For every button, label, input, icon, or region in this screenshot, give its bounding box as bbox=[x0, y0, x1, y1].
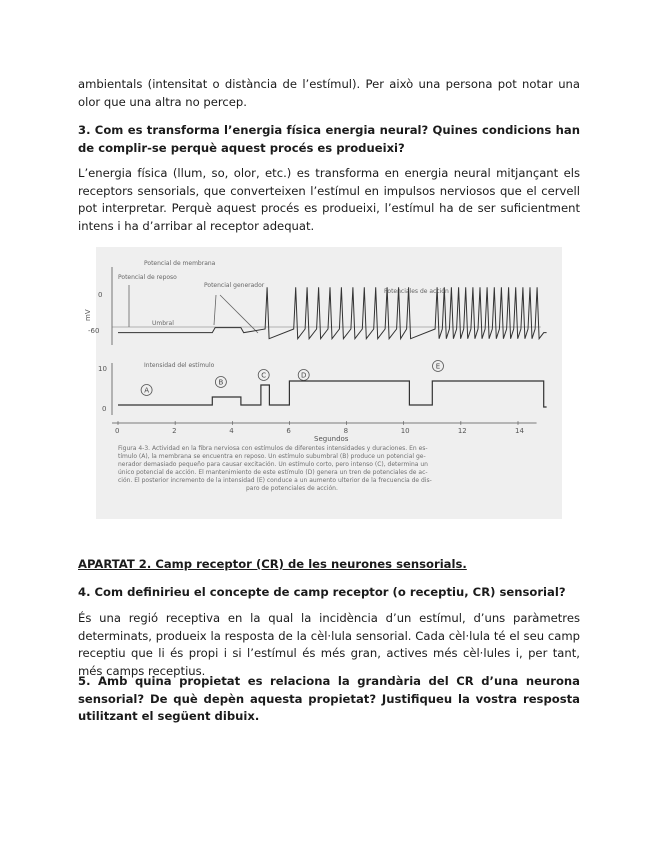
caption-line-5: ción. El posterior incremento de la intensidad (E) conduce a un aumento ulterior de la frecuencia de dis- bbox=[118, 477, 432, 484]
ytick-bottom-0: 0 bbox=[102, 405, 107, 413]
xtick-4: 4 bbox=[229, 427, 234, 435]
annotation-arrows bbox=[129, 285, 258, 333]
xtick-0: 0 bbox=[115, 427, 120, 435]
paragraph-intro-continuation: ambientals (intensitat o distància de l’estímul). Per això una persona pot notar una olor que una altra no percep. bbox=[78, 77, 580, 109]
svg-text:A: A bbox=[144, 386, 149, 395]
label-threshold: Umbral bbox=[152, 320, 174, 327]
answer-4: És una regió receptiva en la qual la incidència d’un estímul, d’uns paràmetres determinats, produeix la resposta de la cèl·lula sensorial. Cada cèl·lula té el seu camp receptiu que li és propi i si l’estímul és més gran, actives més cèl·lules i, per tant, més camps receptius. bbox=[78, 611, 580, 678]
caption-line-1: Figura 4-3. Actividad en la fibra nerviosa con estímulos de diferentes intensidades y duraciones. En es- bbox=[118, 445, 428, 452]
caption-line-2: tímulo (A), la membrana se encuentra en reposo. Un estímulo subumbral (B) produce un potencial ge- bbox=[118, 453, 426, 460]
xtick-12: 12 bbox=[457, 427, 467, 435]
question-3: 3. Com es transforma l’energia física energia neural? Quines condicions han de complir-se perquè aquest procés es produeixi? bbox=[78, 123, 580, 155]
caption-line-4: único potencial de acción. El mantenimiento de este estímulo (D) genera un tren de potenciales de ac- bbox=[118, 469, 428, 476]
caption-line-6: paro de potenciales de acción. bbox=[246, 485, 338, 492]
xtick-10: 10 bbox=[400, 427, 410, 435]
question-5: 5. Amb quina propietat es relaciona la grandària del CR d’una neurona sensorial? De què depèn aquesta propietat? Justifiqueu la vostra resposta utilitzant el següent dibuix. bbox=[78, 674, 580, 724]
caption-line-3: nerador demasiado pequeño para causar excitación. Un estímulo corto, pero intenso (C), determina un bbox=[118, 461, 428, 468]
xlabel: Segundos bbox=[314, 435, 349, 443]
ytick-top-0: 0 bbox=[98, 291, 103, 299]
stimulus-marker-e bbox=[433, 361, 444, 372]
label-action-potential-train: Potenciales de acción bbox=[384, 288, 449, 295]
ytick-bottom-10: 10 bbox=[98, 365, 107, 373]
top-panel-title: Potencial de membrana bbox=[144, 260, 216, 267]
membrane-potential-line bbox=[118, 287, 547, 338]
xtick-6: 6 bbox=[286, 427, 291, 435]
svg-text:D: D bbox=[301, 371, 307, 380]
figure-action-potentials bbox=[84, 247, 562, 519]
label-resting-potential: Potencial de reposo bbox=[118, 274, 177, 281]
stimulus-marker-d bbox=[298, 370, 309, 381]
xtick-14: 14 bbox=[515, 427, 524, 435]
stimulus-marker-c bbox=[258, 370, 269, 381]
figure-svg bbox=[84, 247, 562, 519]
svg-text:C: C bbox=[261, 371, 267, 380]
bottom-panel-title: Intensidad del estímulo bbox=[144, 362, 215, 369]
xtick-8: 8 bbox=[343, 427, 349, 435]
question-4: 4. Com definirieu el concepte de camp receptor (o receptiu, CR) sensorial? bbox=[78, 585, 566, 599]
stimulus-marker-a bbox=[141, 385, 152, 396]
ylabel-top: mV bbox=[84, 309, 92, 321]
label-generator-potential: Potencial generador bbox=[204, 282, 265, 289]
x-ticks bbox=[115, 427, 524, 435]
arrow-generator-1 bbox=[214, 295, 216, 325]
svg-text:B: B bbox=[218, 378, 224, 387]
ytick-top-60: -60 bbox=[88, 327, 100, 335]
stimulus-intensity-line bbox=[118, 378, 547, 407]
section-title-apartat-2: APARTAT 2. Camp receptor (CR) de les neurones sensorials. bbox=[78, 557, 467, 571]
answer-3: L’energia física (llum, so, olor, etc.) es transforma en energia neural mitjançant els receptors sensorials, que converteixen l’estímul en impulsos nerviosos que el cervell pot interpretar. Perquè aquest procés es produeixi, l’estímul ha de ser suficientment intens i ha d’arribar al receptor adequat. bbox=[78, 166, 580, 233]
stimulus-marker-b bbox=[215, 377, 226, 388]
svg-text:E: E bbox=[435, 362, 441, 371]
xtick-2: 2 bbox=[172, 427, 177, 435]
